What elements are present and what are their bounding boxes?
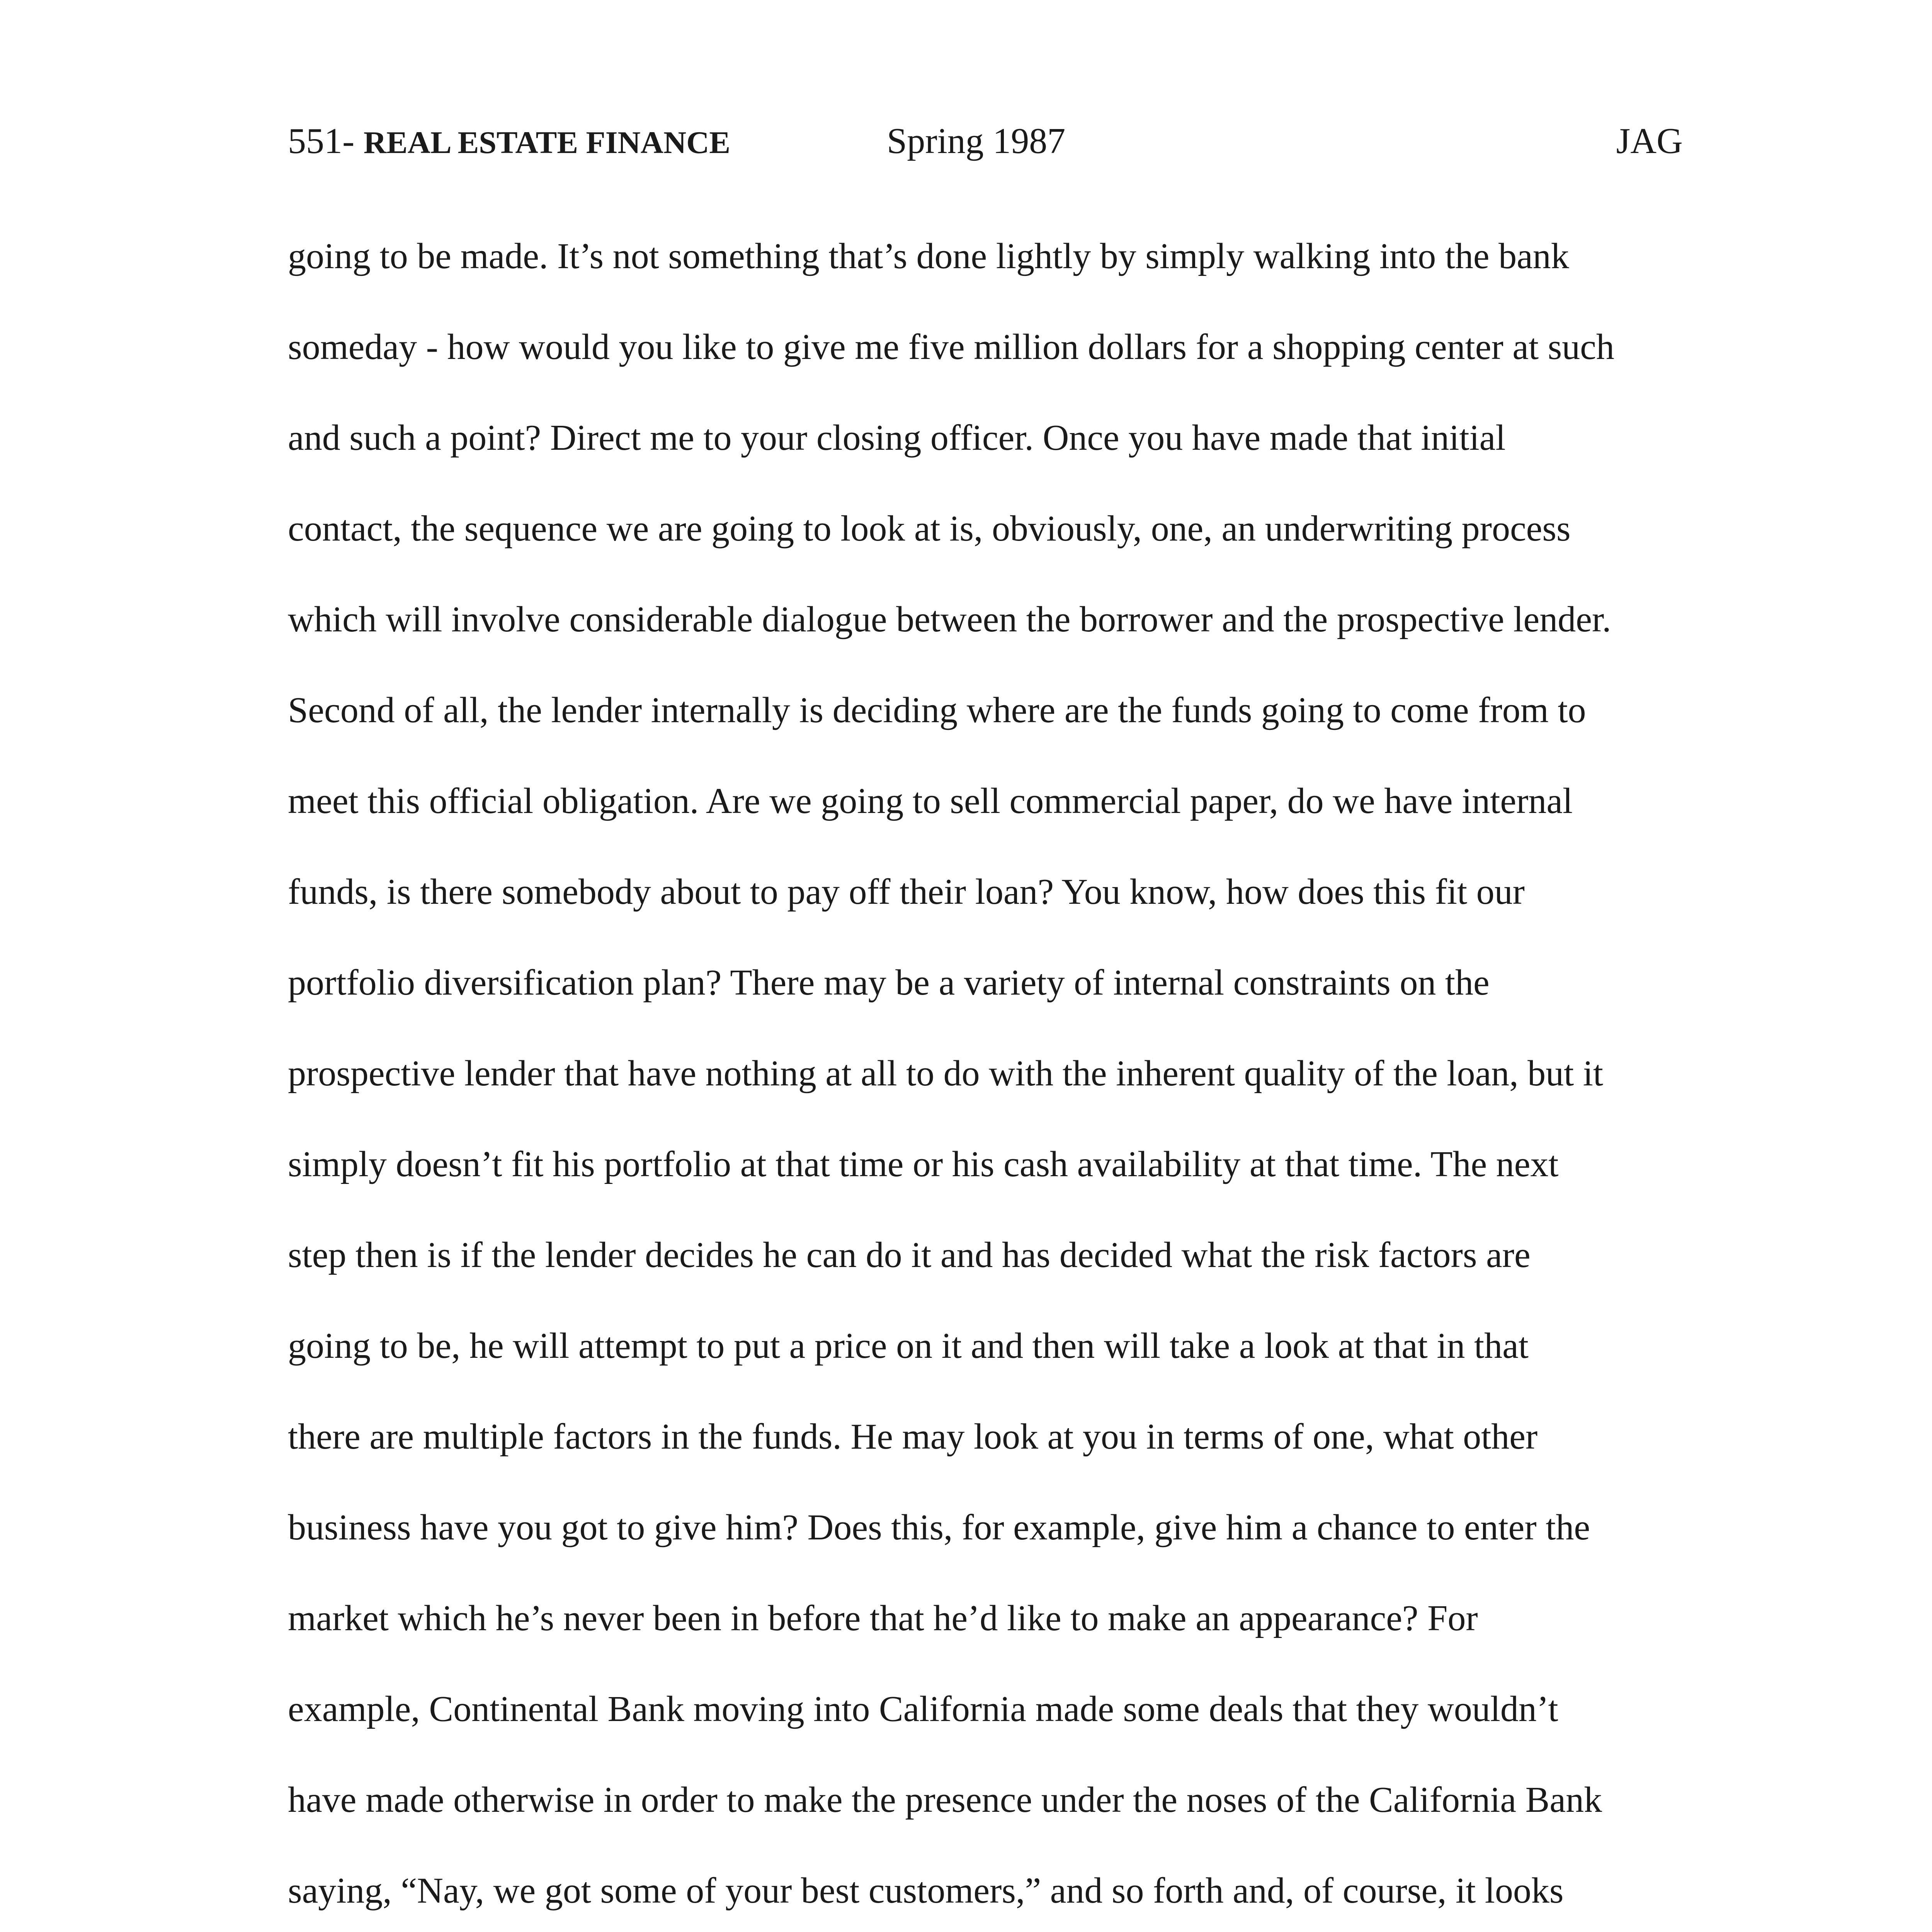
text-line: meet this official obligation. Are we going to sell commercial paper, do we have internal [288, 781, 1573, 821]
transcript-body [288, 225, 1683, 1932]
text-line: portfolio diversification plan? There may be a variety of internal constraints on the [288, 963, 1490, 1003]
text-line: and such a point? Direct me to your closing officer. Once you have made that initial [288, 418, 1506, 458]
text-line: business have you got to give him? Does this, for example, give him a chance to enter the [288, 1507, 1590, 1548]
text-line: there are multiple factors in the funds. He may look at you in terms of one, what other [288, 1417, 1538, 1457]
term-label: Spring 1987 [887, 121, 1066, 161]
text-line: market which he’s never been in before that he’d like to make an appearance? For [288, 1598, 1478, 1638]
text-line: Second of all, the lender internally is deciding where are the funds going to come from to [288, 690, 1586, 730]
text-line: contact, the sequence we are going to look at is, obviously, one, an underwriting process [288, 509, 1571, 549]
text-line: step then is if the lender decides he can do it and has decided what the risk factors are [288, 1235, 1531, 1275]
page-header [288, 112, 1683, 170]
course-title: REAL ESTATE FINANCE [363, 125, 731, 160]
course-number: 551- [288, 121, 364, 161]
text-line: which will involve considerable dialogue between the borrower and the prospective lender. [288, 599, 1611, 639]
text-line: example, Continental Bank moving into California made some deals that they wouldn’t [288, 1689, 1558, 1729]
text-line: saying, “Nay, we got some of your best customers,” and so forth and, of course, it looks [288, 1871, 1564, 1911]
text-line: going to be, he will attempt to put a price on it and then will take a look at that in that [288, 1326, 1529, 1366]
text-line: going to be made. It’s not something that’s done lightly by simply walking into the bank [288, 236, 1569, 276]
text-line: funds, is there somebody about to pay off their loan? You know, how does this fit our [288, 872, 1525, 912]
course-heading [288, 112, 730, 172]
text-line: simply doesn’t fit his portfolio at that time or his cash availability at that time. The next [288, 1144, 1559, 1184]
text-line: prospective lender that have nothing at all to do with the inherent quality of the loan, but it [288, 1053, 1604, 1094]
author-initials: JAG [1616, 121, 1683, 161]
text-line: someday - how would you like to give me five million dollars for a shopping center at such [288, 327, 1614, 367]
text-line: have made otherwise in order to make the presence under the noses of the California Bank [288, 1780, 1602, 1820]
